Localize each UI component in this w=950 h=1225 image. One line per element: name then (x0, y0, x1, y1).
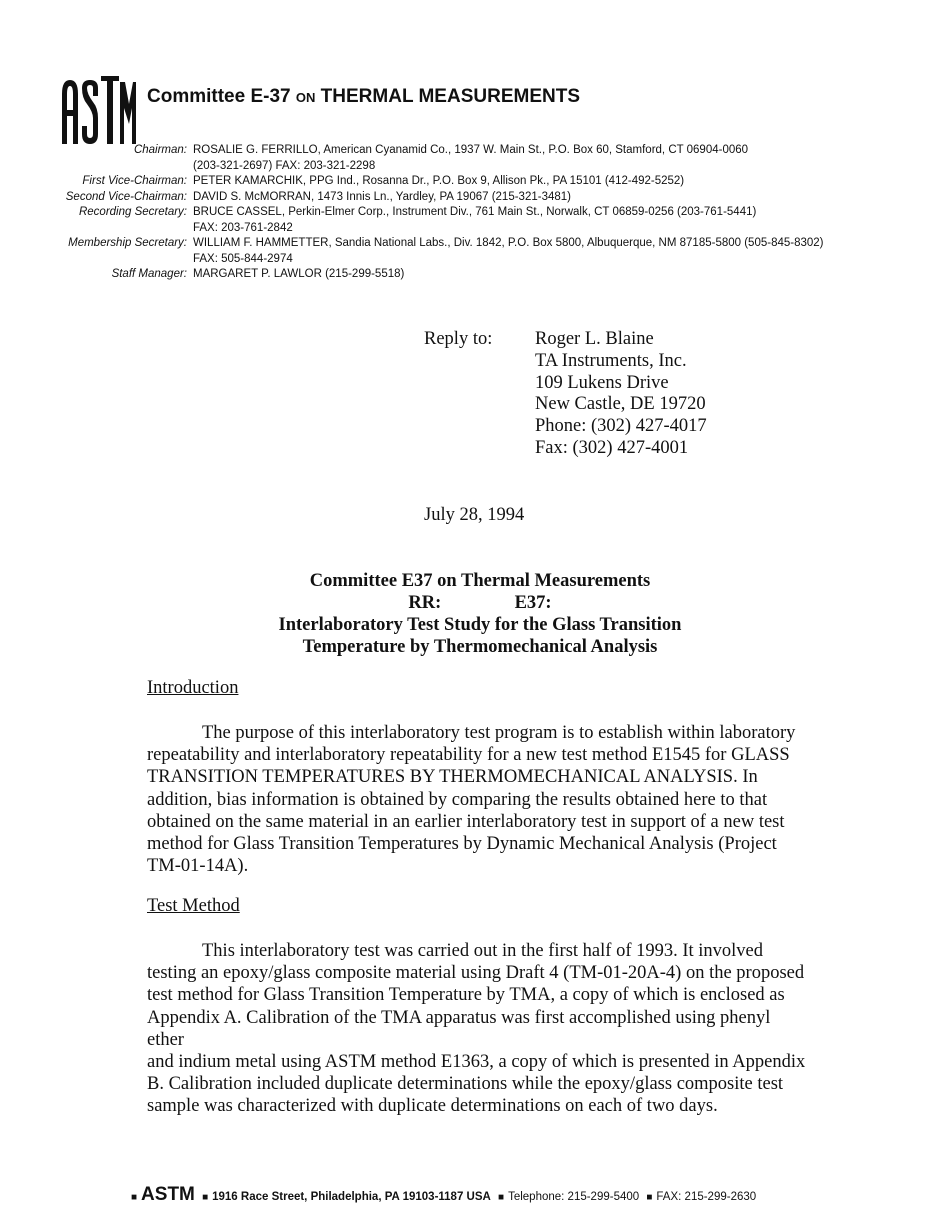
officer-line: BRUCE CASSEL, Perkin-Elmer Corp., Instrument Div., 761 Main St., Norwalk, CT 06859-0256 (203-761-5441) (193, 206, 757, 218)
paragraph-line: The purpose of this interlaboratory test program is to establish within laboratory (202, 723, 796, 743)
committee-suffix: THERMAL MEASUREMENTS (320, 86, 580, 107)
officer-role: Second Vice-Chairman: (65, 190, 187, 203)
reply-line: Phone: (302) 427-4017 (535, 416, 707, 437)
committee-prefix: Committee E-37 (147, 86, 291, 107)
officer-staff-manager (0, 267, 893, 283)
officer-details (193, 205, 893, 236)
bullet-square-icon: ■ (498, 1192, 505, 1203)
footer-fax: FAX: 215-299-2630 (656, 1191, 757, 1203)
test-method-heading: Test Method (147, 896, 240, 916)
reply-line: 109 Lukens Drive (535, 372, 669, 393)
introduction-heading: Introduction (147, 678, 239, 698)
officer-role: Staff Manager: (111, 268, 187, 280)
officer-details (193, 174, 893, 190)
officer-line: DAVID S. McMORRAN, 1473 Innis Ln., Yardley, PA 19067 (215-321-3481) (193, 190, 571, 203)
reply-address (535, 329, 707, 460)
paragraph-line: sample was characterized with duplicate determinations on each of two days. (147, 1096, 718, 1117)
footer-telephone: Telephone: 215-299-5400 (508, 1191, 640, 1203)
officer-line: ROSALIE G. FERRILLO, American Cyanamid Co., 1937 W. Main St., P.O. Box 60, Stamford, CT 06904-0060 (193, 144, 749, 156)
footer-address: 1916 Race Street, Philadelphia, PA 19103-1187 USA (212, 1191, 491, 1203)
paragraph-line: repeatability and interlaboratory repeatability for a new test method E1545 for GLASS (147, 745, 790, 766)
paragraph-line: testing an epoxy/glass composite material using Draft 4 (TM-01-20A-4) on the proposed (147, 963, 805, 984)
officer-details (193, 143, 893, 174)
reply-line: Roger L. Blaine (535, 329, 654, 349)
officer-line: FAX: 203-761-2842 (193, 221, 293, 234)
paragraph-line: test method for Glass Transition Temperature by TMA, a copy of which is enclosed as (147, 985, 785, 1006)
committee-title (147, 86, 580, 108)
reply-line: Fax: (302) 427-4001 (535, 437, 689, 458)
officer-line: MARGARET P. LAWLOR (215-299-5518) (193, 268, 405, 280)
officer-line: (203-321-2697) FAX: 203-321-2298 (193, 159, 376, 172)
officer-details (193, 236, 893, 267)
letter-date: July 28, 1994 (424, 505, 525, 525)
paragraph-line: and indium metal using ASTM method E1363, a copy of which is presented in Appendix (147, 1052, 806, 1073)
heading-line: Committee E37 on Thermal Measurements (309, 571, 651, 591)
officer-role: Membership Secretary: (68, 237, 187, 249)
paragraph-line: obtained on the same material in an earlier interlaboratory test in support of a new test (147, 811, 785, 832)
heading-line: Temperature by Thermomechanical Analysis (302, 637, 658, 657)
officer-second-vice-chairman (0, 190, 893, 206)
paragraph-line: This interlaboratory test was carried out in the first half of 1993. It involved (202, 941, 764, 961)
paragraph-line: TM-01-14A). (147, 856, 249, 877)
officer-membership-secretary (0, 236, 893, 267)
paragraph-line: B. Calibration included duplicate determinations while the epoxy/glass composite test (147, 1074, 784, 1095)
test-method-paragraph (147, 940, 807, 1118)
paragraph-line: addition, bias information is obtained by comparing the results obtained here to that (147, 789, 768, 810)
officer-line: WILLIAM F. HAMMETTER, Sandia National Labs., Div. 1842, P.O. Box 5800, Albuquerque, NM 87185-5800 (505-845-8302) (193, 237, 824, 249)
document-heading (200, 570, 760, 658)
reply-line: TA Instruments, Inc. (535, 350, 687, 371)
committee-on: ON (295, 90, 316, 105)
heading-rr-row (200, 592, 760, 614)
astm-logo (58, 74, 136, 148)
introduction-paragraph (147, 722, 807, 877)
officer-recording-secretary (0, 205, 893, 236)
officer-role: Recording Secretary: (78, 206, 187, 218)
rr-label: RR: (408, 593, 442, 613)
officer-line: PETER KAMARCHIK, PPG Ind., Rosanna Dr., P.O. Box 9, Allison Pk., PA 15101 (412-492-5252) (193, 175, 685, 187)
officer-chairman (0, 143, 893, 174)
footer-brand: ASTM (141, 1184, 195, 1205)
officer-role: First Vice-Chairman: (82, 175, 187, 187)
rr-value: E37: (514, 593, 552, 613)
bullet-square-icon: ■ (646, 1192, 653, 1203)
officer-roster (0, 143, 893, 283)
page-footer (127, 1184, 756, 1206)
astm-logo-icon (58, 74, 136, 148)
paragraph-line: Appendix A. Calibration of the TMA apparatus was first accomplished using phenyl ether (147, 1007, 771, 1050)
reply-label: Reply to: (424, 329, 493, 349)
officer-line: FAX: 505-844-2974 (193, 252, 293, 265)
heading-line: Interlaboratory Test Study for the Glass Transition (278, 615, 682, 635)
paragraph-line: TRANSITION TEMPERATURES BY THERMOMECHANICAL ANALYSIS. In (147, 767, 758, 788)
paragraph-line: method for Glass Transition Temperatures by Dynamic Mechanical Analysis (Project (147, 834, 777, 855)
officer-first-vice-chairman (0, 174, 893, 190)
officer-details (193, 267, 893, 283)
officer-details (193, 190, 893, 206)
reply-line: New Castle, DE 19720 (535, 394, 706, 415)
officer-role: Chairman: (133, 144, 187, 156)
bullet-square-icon: ■ (131, 1192, 138, 1203)
bullet-square-icon: ■ (202, 1192, 209, 1203)
